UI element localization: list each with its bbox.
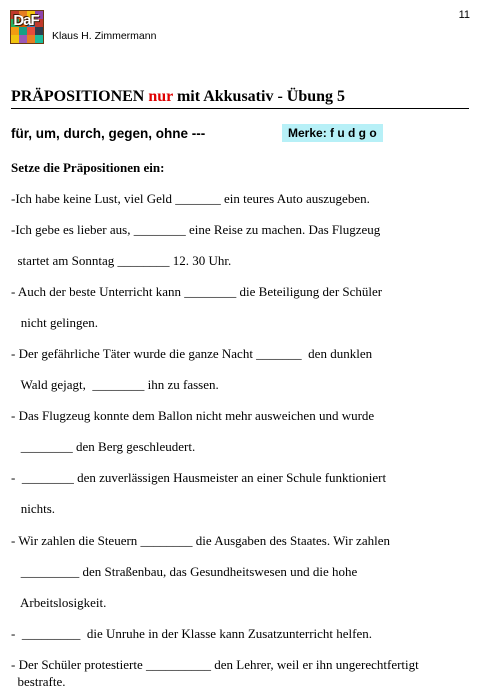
logo-tile (35, 35, 43, 43)
merke-box: Merke: f u d g o (282, 124, 383, 142)
logo-tile (11, 35, 19, 43)
title-accent: nur (148, 88, 173, 105)
exercise-line: ________ den Berg geschleudert. (11, 439, 196, 454)
exercise-line: - _________ die Unruhe in der Klasse kann Zusatzunterricht helfen. (11, 626, 373, 641)
logo-tile (27, 35, 35, 43)
title-part-2: mit Akkusativ - Übung 5 (172, 88, 346, 105)
exercise-line: - Wir zahlen die Steuern ________ die Ausgaben des Staates. Wir zahlen (11, 533, 390, 548)
exercise-line: - Der gefährliche Täter wurde die ganze Nacht _______ den dunklen (11, 346, 373, 361)
logo-tile (19, 35, 27, 43)
exercise-line: bestrafte. (11, 674, 66, 689)
exercise-line: Arbeitslosigkeit. (11, 595, 107, 610)
exercise-line: - Das Flugzeug konnte dem Ballon nicht mehr ausweichen und wurde (11, 408, 375, 423)
exercise-line: - ________ den zuverlässigen Hausmeister an einer Schule funktioniert (11, 470, 387, 485)
exercise-line: nicht gelingen. (11, 315, 99, 330)
instruction: Setze die Präpositionen ein: (11, 160, 165, 175)
exercise-line: - Auch der beste Unterricht kann ________ die Beteiligung der Schüler (11, 284, 383, 299)
exercise-line: startet am Sonntag ________ 12. 30 Uhr. (11, 253, 232, 268)
page-number: 11 (458, 9, 470, 21)
author: Klaus H. Zimmermann (52, 30, 157, 42)
logo-text: DaF (13, 12, 39, 29)
exercise-line: nichts. (11, 501, 56, 516)
exercise-line: - Der Schüler protestierte __________ den Lehrer, weil er ihn ungerechtfertigt (11, 657, 419, 672)
exercise-line: -Ich habe keine Lust, viel Geld _______ ein teures Auto auszugeben. (11, 191, 370, 206)
exercise-line: _________ den Straßenbau, das Gesundheitswesen und die hohe (11, 564, 358, 579)
exercise-line: Wald gejagt, ________ ihn zu fassen. (11, 377, 219, 392)
prepositions-line: für, um, durch, gegen, ohne --- (11, 126, 206, 141)
exercise-line: -Ich gebe es lieber aus, ________ eine Reise zu machen. Das Flugzeug (11, 222, 381, 237)
page-title (11, 88, 469, 109)
title-part-1: PRÄPOSITIONEN (11, 88, 149, 105)
